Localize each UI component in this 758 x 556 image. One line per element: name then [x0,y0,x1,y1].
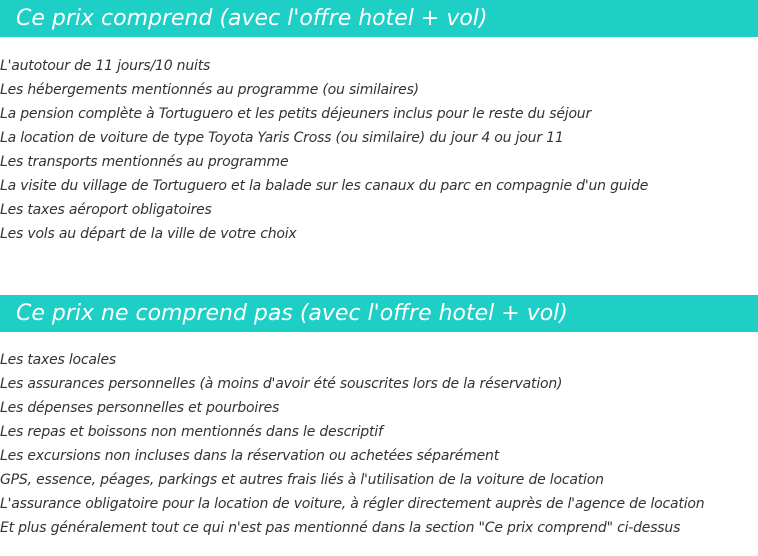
included-item: La location de voiture de type Toyota Yaris Cross (ou similaire) du jour 4 ou jour 11 [0,130,564,146]
included-item: Les transports mentionnés au programme [0,154,289,170]
included-item: L'autotour de 11 jours/10 nuits [0,58,211,74]
excluded-items-list [0,348,758,540]
excluded-item: L'assurance obligatoire pour la location de voiture, à régler directement auprès de l'agence de location [0,496,705,512]
included-item: Les taxes aéroport obligatoires [0,202,212,218]
excluded-item: Et plus généralement tout ce qui n'est pas mentionné dans la section "Ce prix comprend" ci-dessus [0,520,681,536]
excluded-item: GPS, essence, péages, parkings et autres frais liés à l'utilisation de la voiture de location [0,472,604,488]
included-item: La visite du village de Tortuguero et la balade sur les canaux du parc en compagnie d'un guide [0,178,649,194]
included-item: Les hébergements mentionnés au programme (ou similaires) [0,82,419,98]
excluded-item: Les taxes locales [0,352,116,368]
excluded-item: Les excursions non incluses dans la réservation ou achetées séparément [0,448,500,464]
excluded-section-title: Ce prix ne comprend pas (avec l'offre hotel + vol) [0,295,758,332]
included-items-list [0,54,758,246]
excluded-item: Les repas et boissons non mentionnés dans le descriptif [0,424,383,440]
excluded-item: Les assurances personnelles (à moins d'avoir été souscrites lors de la réservation) [0,376,563,392]
included-section-title: Ce prix comprend (avec l'offre hotel + vol) [0,0,758,37]
included-item: La pension complète à Tortuguero et les petits déjeuners inclus pour le reste du séjour [0,106,592,122]
included-item: Les vols au départ de la ville de votre choix [0,226,297,242]
excluded-item: Les dépenses personnelles et pourboires [0,400,280,416]
